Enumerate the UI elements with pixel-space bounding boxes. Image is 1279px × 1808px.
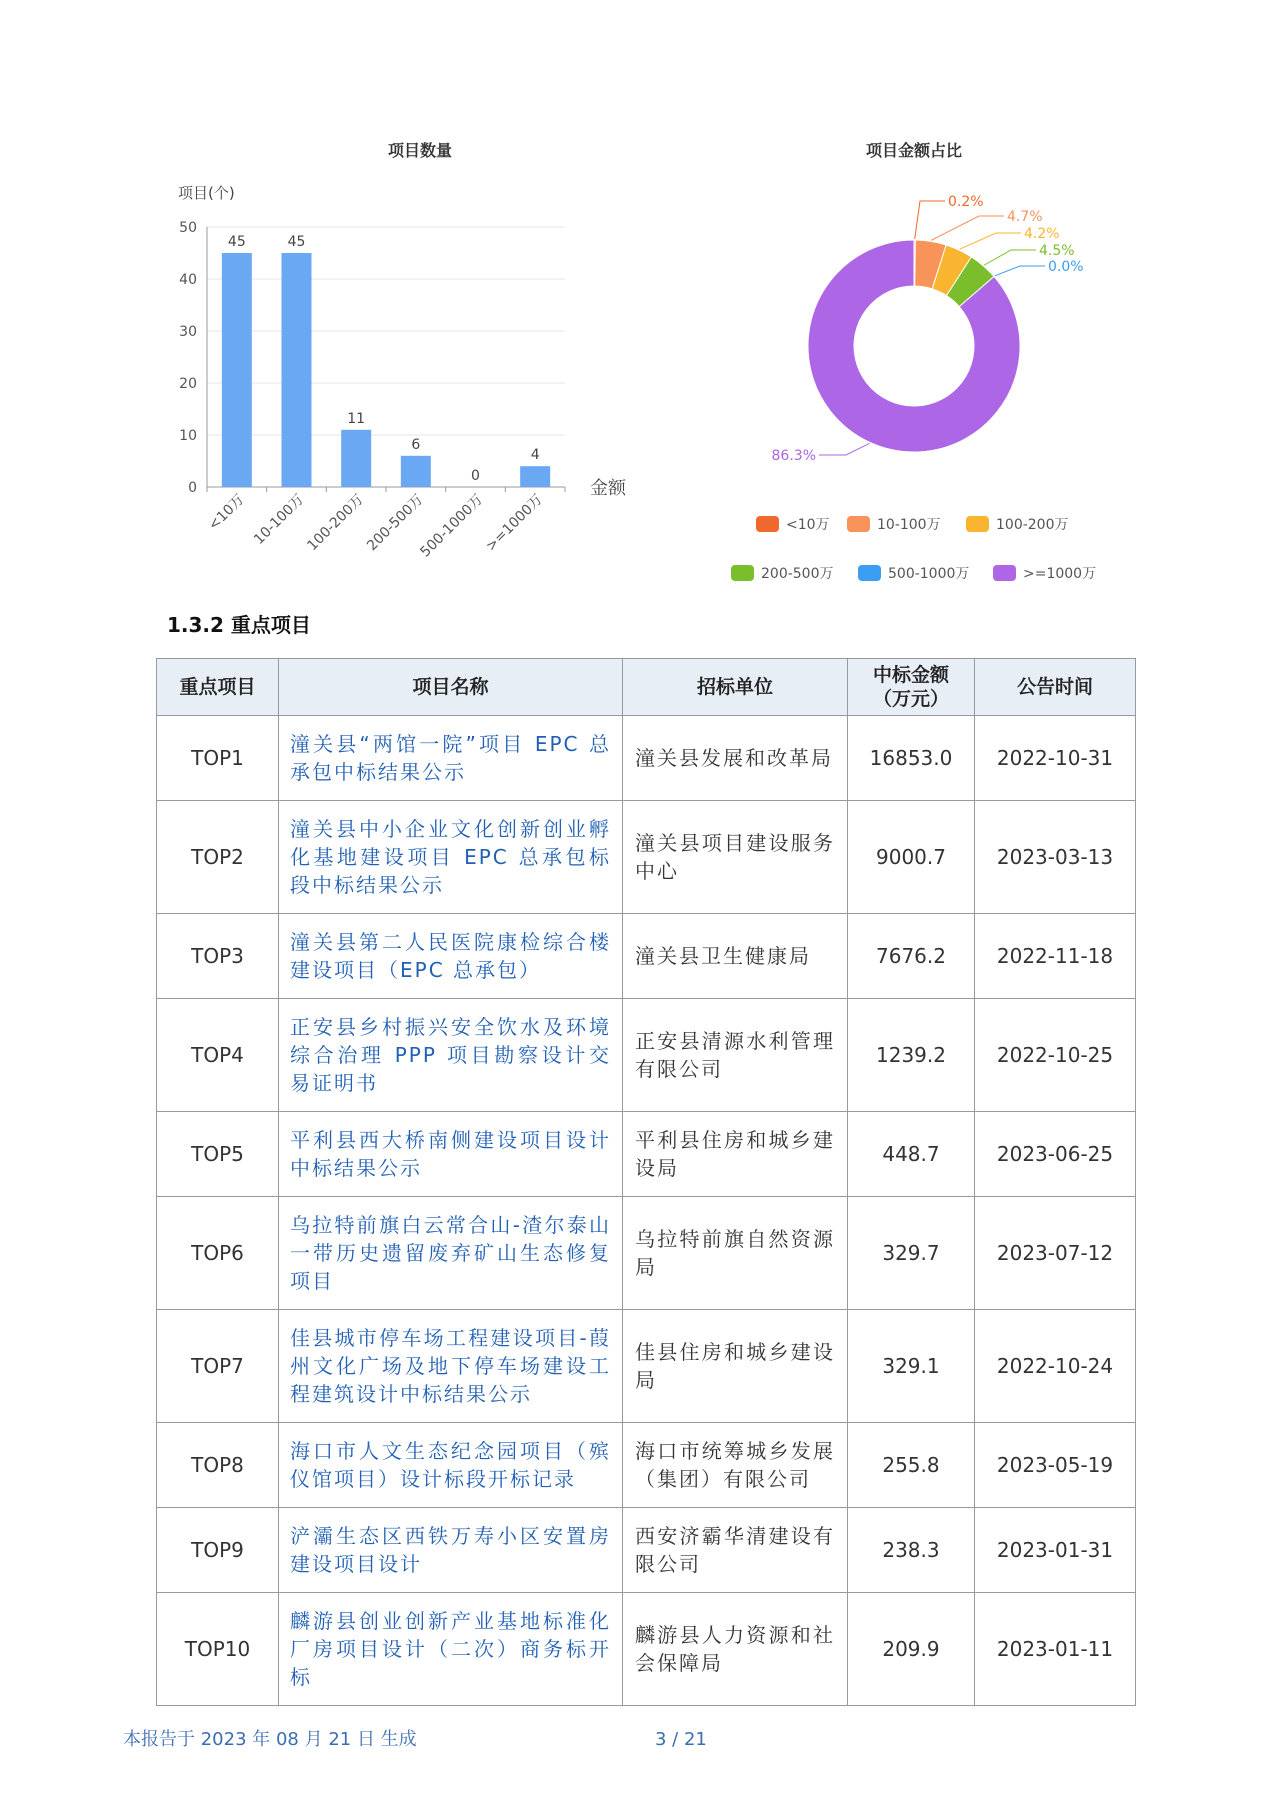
page-number: 3 / 21 — [655, 1729, 707, 1750]
slice-leader-line — [915, 201, 945, 239]
donut-chart-title: 项目金额占比 — [865, 141, 963, 160]
slice-leader-line — [960, 233, 1021, 249]
x-tick-label: 200-500万 — [364, 491, 427, 555]
table-row — [157, 1508, 1136, 1593]
project-name-link[interactable]: 乌拉特前旗白云常合山-渣尔泰山一带历史遗留废弃矿山生态修复项目 — [290, 1213, 611, 1293]
project-name-link[interactable]: 佳县城市停车场工程建设项目-葭州文化广场及地下停车场建设工程建筑设计中标结果公示 — [290, 1326, 611, 1406]
tender-unit-cell: 平利县住房和城乡建设局 — [623, 1112, 848, 1197]
y-tick-label: 10 — [179, 428, 197, 444]
project-name-link[interactable]: 海口市人文生态纪念园项目（殡仪馆项目）设计标段开标记录 — [290, 1439, 611, 1491]
legend-label: 500-1000万 — [888, 566, 970, 582]
col-header-rank: 重点项目 — [157, 659, 279, 716]
project-name-link[interactable]: 潼关县中小企业文化创新创业孵化基地建设项目 EPC 总承包标段中标结果公示 — [290, 817, 611, 897]
project-name-cell — [279, 914, 623, 999]
key-projects-table — [156, 658, 1136, 1706]
col-header-name: 项目名称 — [279, 659, 623, 716]
project-name-link[interactable]: 正安县乡村振兴安全饮水及环境综合治理 PPP 项目勘察设计交易证明书 — [290, 1015, 611, 1095]
amount-cell: 329.1 — [848, 1310, 975, 1423]
tender-unit-cell: 正安县清源水利管理有限公司 — [623, 999, 848, 1112]
table-row — [157, 1423, 1136, 1508]
tender-unit-cell: 佳县住房和城乡建设局 — [623, 1310, 848, 1423]
project-name-cell — [279, 1508, 623, 1593]
tender-unit-cell: 海口市统筹城乡发展（集团）有限公司 — [623, 1423, 848, 1508]
rank-cell: TOP10 — [157, 1593, 279, 1706]
bar-value-label: 4 — [530, 447, 540, 464]
col-header-date: 公告时间 — [975, 659, 1136, 716]
x-axis-title: 金额 — [590, 478, 626, 499]
project-name-cell — [279, 999, 623, 1112]
legend-swatch — [858, 565, 881, 581]
slice-leader-line — [984, 250, 1036, 265]
tender-unit-cell: 麟游县人力资源和社会保障局 — [623, 1593, 848, 1706]
section-heading: 1.3.2 重点项目 — [167, 613, 311, 637]
slice-value-label: 0.2% — [948, 194, 984, 210]
slice-leader-line — [995, 266, 1045, 276]
amount-cell: 16853.0 — [848, 716, 975, 801]
project-name-cell — [279, 1310, 623, 1423]
rank-cell: TOP3 — [157, 914, 279, 999]
legend-swatch — [847, 516, 870, 532]
table-row — [157, 801, 1136, 914]
table-row — [157, 716, 1136, 801]
date-cell: 2023-03-13 — [975, 801, 1136, 914]
project-name-link[interactable]: 平利县西大桥南侧建设项目设计中标结果公示 — [290, 1128, 611, 1180]
col-header-amount: 中标金额 （万元） — [848, 659, 975, 716]
amount-cell: 255.8 — [848, 1423, 975, 1508]
date-cell: 2022-10-24 — [975, 1310, 1136, 1423]
slice-leader-line — [931, 216, 1004, 240]
rank-cell: TOP6 — [157, 1197, 279, 1310]
table-row — [157, 1112, 1136, 1197]
bar-value-label: 45 — [227, 234, 246, 250]
rank-cell: TOP2 — [157, 801, 279, 914]
amount-cell: 1239.2 — [848, 999, 975, 1112]
date-cell: 2022-10-31 — [975, 716, 1136, 801]
legend-item[interactable] — [858, 565, 969, 582]
project-name-cell — [279, 1593, 623, 1706]
date-cell: 2023-01-31 — [975, 1508, 1136, 1593]
legend-swatch — [966, 516, 989, 532]
slice-value-label: 0.0% — [1048, 259, 1084, 275]
table-row — [157, 1197, 1136, 1310]
donut-chart — [660, 0, 1279, 600]
legend-item[interactable] — [756, 516, 830, 533]
rank-cell: TOP4 — [157, 999, 279, 1112]
x-tick-label: 500-1000万 — [417, 491, 487, 561]
amount-cell: 9000.7 — [848, 801, 975, 914]
table-row — [157, 914, 1136, 999]
legend-item[interactable] — [731, 565, 834, 582]
bar — [341, 430, 371, 487]
legend-label: <10万 — [786, 517, 830, 533]
bar-value-label: 11 — [347, 410, 366, 427]
tender-unit-cell: 西安济霸华清建设有限公司 — [623, 1508, 848, 1593]
legend-label: 200-500万 — [761, 566, 834, 582]
project-name-cell — [279, 1423, 623, 1508]
x-tick-label: <10万 — [205, 491, 248, 534]
bar-chart — [0, 0, 660, 600]
table-row — [157, 1310, 1136, 1423]
bar — [222, 253, 252, 487]
legend-swatch — [731, 565, 754, 581]
date-cell: 2023-05-19 — [975, 1423, 1136, 1508]
bar-value-label: 0 — [471, 468, 480, 484]
bar — [401, 456, 431, 487]
x-tick-label: 100-200万 — [304, 491, 367, 555]
amount-cell: 238.3 — [848, 1508, 975, 1593]
amount-cell: 329.7 — [848, 1197, 975, 1310]
project-name-cell — [279, 716, 623, 801]
x-tick-label: 10-100万 — [251, 491, 308, 548]
rank-cell: TOP1 — [157, 716, 279, 801]
date-cell: 2023-07-12 — [975, 1197, 1136, 1310]
amount-cell: 448.7 — [848, 1112, 975, 1197]
y-tick-label: 40 — [179, 272, 197, 288]
amount-cell: 209.9 — [848, 1593, 975, 1706]
project-name-link[interactable]: 麟游县创业创新产业基地标准化厂房项目设计（二次）商务标开标 — [290, 1609, 611, 1689]
date-cell: 2023-06-25 — [975, 1112, 1136, 1197]
rank-cell: TOP5 — [157, 1112, 279, 1197]
date-cell: 2023-01-11 — [975, 1593, 1136, 1706]
rank-cell: TOP8 — [157, 1423, 279, 1508]
y-tick-label: 0 — [188, 480, 197, 496]
legend-item[interactable] — [966, 516, 1069, 533]
bar — [520, 466, 550, 487]
slice-leader-line — [819, 443, 870, 455]
legend-label: 10-100万 — [877, 517, 941, 533]
tender-unit-cell: 潼关县发展和改革局 — [623, 716, 848, 801]
project-name-link[interactable]: 潼关县“两馆一院”项目 EPC 总承包中标结果公示 — [290, 732, 611, 784]
col-header-unit: 招标单位 — [623, 659, 848, 716]
slice-value-label: 4.7% — [1007, 209, 1043, 225]
legend-item[interactable] — [847, 516, 941, 533]
date-cell: 2022-10-25 — [975, 999, 1136, 1112]
table-row — [157, 999, 1136, 1112]
report-generated-note: 本报告于 2023 年 08 月 21 日 生成 — [123, 1729, 417, 1750]
project-name-link[interactable]: 潼关县第二人民医院康检综合楼建设项目（EPC 总承包） — [290, 930, 611, 982]
project-name-cell — [279, 801, 623, 914]
project-name-cell — [279, 1197, 623, 1310]
bar — [282, 253, 312, 487]
rank-cell: TOP9 — [157, 1508, 279, 1593]
amount-cell: 7676.2 — [848, 914, 975, 999]
y-tick-label: 20 — [179, 376, 197, 392]
table-header-row — [157, 659, 1136, 716]
y-tick-label: 30 — [179, 324, 197, 340]
x-tick-label: >=1000万 — [482, 491, 546, 555]
slice-value-label: 4.2% — [1024, 226, 1060, 242]
slice-value-label: 86.3% — [771, 448, 816, 464]
bar-value-label: 6 — [411, 436, 421, 453]
project-name-link[interactable]: 浐灞生态区西铁万寿小区安置房建设项目设计 — [290, 1524, 611, 1576]
tender-unit-cell: 潼关县项目建设服务中心 — [623, 801, 848, 914]
legend-label: >=1000万 — [1023, 566, 1097, 582]
project-name-cell — [279, 1112, 623, 1197]
y-axis-title: 项目(个) — [178, 184, 235, 202]
legend-swatch — [756, 516, 779, 532]
tender-unit-cell: 乌拉特前旗自然资源局 — [623, 1197, 848, 1310]
slice-value-label: 4.5% — [1039, 243, 1075, 259]
date-cell: 2022-11-18 — [975, 914, 1136, 999]
bar-chart-title: 项目数量 — [387, 141, 453, 160]
tender-unit-cell: 潼关县卫生健康局 — [623, 914, 848, 999]
bar-value-label: 45 — [287, 234, 306, 250]
table-row — [157, 1593, 1136, 1706]
legend-swatch — [993, 565, 1016, 581]
legend-label: 100-200万 — [996, 517, 1069, 533]
rank-cell: TOP7 — [157, 1310, 279, 1423]
legend-item[interactable] — [993, 565, 1096, 582]
y-tick-label: 50 — [179, 220, 197, 236]
